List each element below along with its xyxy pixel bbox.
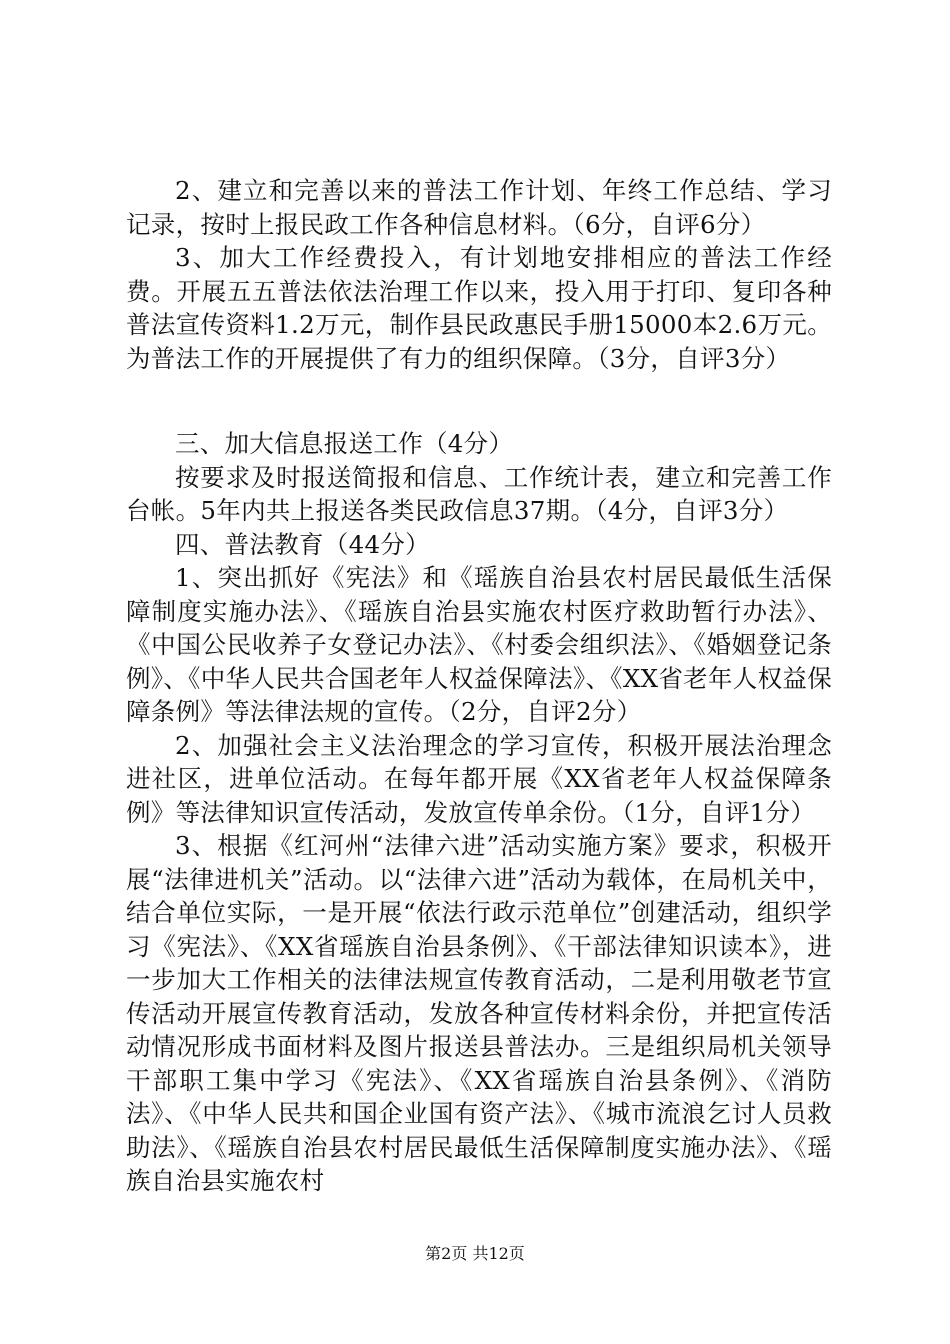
paragraph-records: 2、建立和完善以来的普法工作计划、年终工作总结、学习记录，按时上报民政工作各种信息材料。（6分，自评6分） (126, 176, 832, 239)
section-heading-legal-education: 四、普法教育（44分） (175, 529, 430, 559)
paragraph-rule-of-law-concept: 2、加强社会主义法治理念的学习宣传，积极开展法治理念进社区，进单位活动。在每年都开展《XX省老年人权益保障条例》等法律知识宣传活动，发放宣传单余份。（1分，自评1分） (126, 730, 832, 827)
paragraph-info-reporting: 按要求及时报送简报和信息、工作统计表，建立和完善工作台帐。5年内共上报送各类民政信息37期。（4分，自评3分） (126, 462, 832, 525)
paragraph-law-into-offices: 3、根据《红河州“法律六进”活动实施方案》要求，积极开展“法律进机关”活动。以“法律六进”活动为载体，在局机关中，结合单位实际，一是开展“依法行政示范单位”创建活动，组织学习《宪法》、《XX省瑶族自治县条例》、《干部法律知识读本》，进一步加大工作相关的法律法规宣传教育活动，二是利用敬老节宣传活动开展宣传教育活动，发放各种宣传材料余份，并把宣传活动情况形成书面材料及图片报送县普法办。三是组织局机关领导干部职工集中学习《宪法》、《XX省瑶族自治县条例》、《消防法》、《中华人民共和国企业国有资产法》、《城市流浪乞讨人员救助法》、《瑶族自治县农村居民最低生活保障制度实施办法》、《瑶族自治县实施农村 (126, 831, 832, 1195)
page-number-footer: 第2页 共12页 (425, 1244, 525, 1263)
paragraph-gap (126, 375, 832, 427)
paragraph-law-promotion: 1、突出抓好《宪法》和《瑶族自治县农村居民最低生活保障制度实施办法》、《瑶族自治县实施农村医疗救助暂行办法》、《中国公民收养子女登记办法》、《村委会组织法》、《婚姻登记条例》、《中华人民共合国老年人权益保障法》、《XX省老年人权益保障条例》等法律法规的宣传。（2分，自评2分） (126, 563, 832, 726)
paragraph-funding: 3、加大工作经费投入，有计划地安排相应的普法工作经费。开展五五普法依法治理工作以来，投入用于打印、复印各种普法宣传资料1.2万元，制作县民政惠民手册15000本2.6万元。为普法工作的开展提供了有力的组织保障。（3分，自评3分） (126, 243, 832, 373)
document-body (126, 174, 832, 1198)
section-heading-info-reporting: 三、加大信息报送工作（4分） (175, 429, 514, 458)
